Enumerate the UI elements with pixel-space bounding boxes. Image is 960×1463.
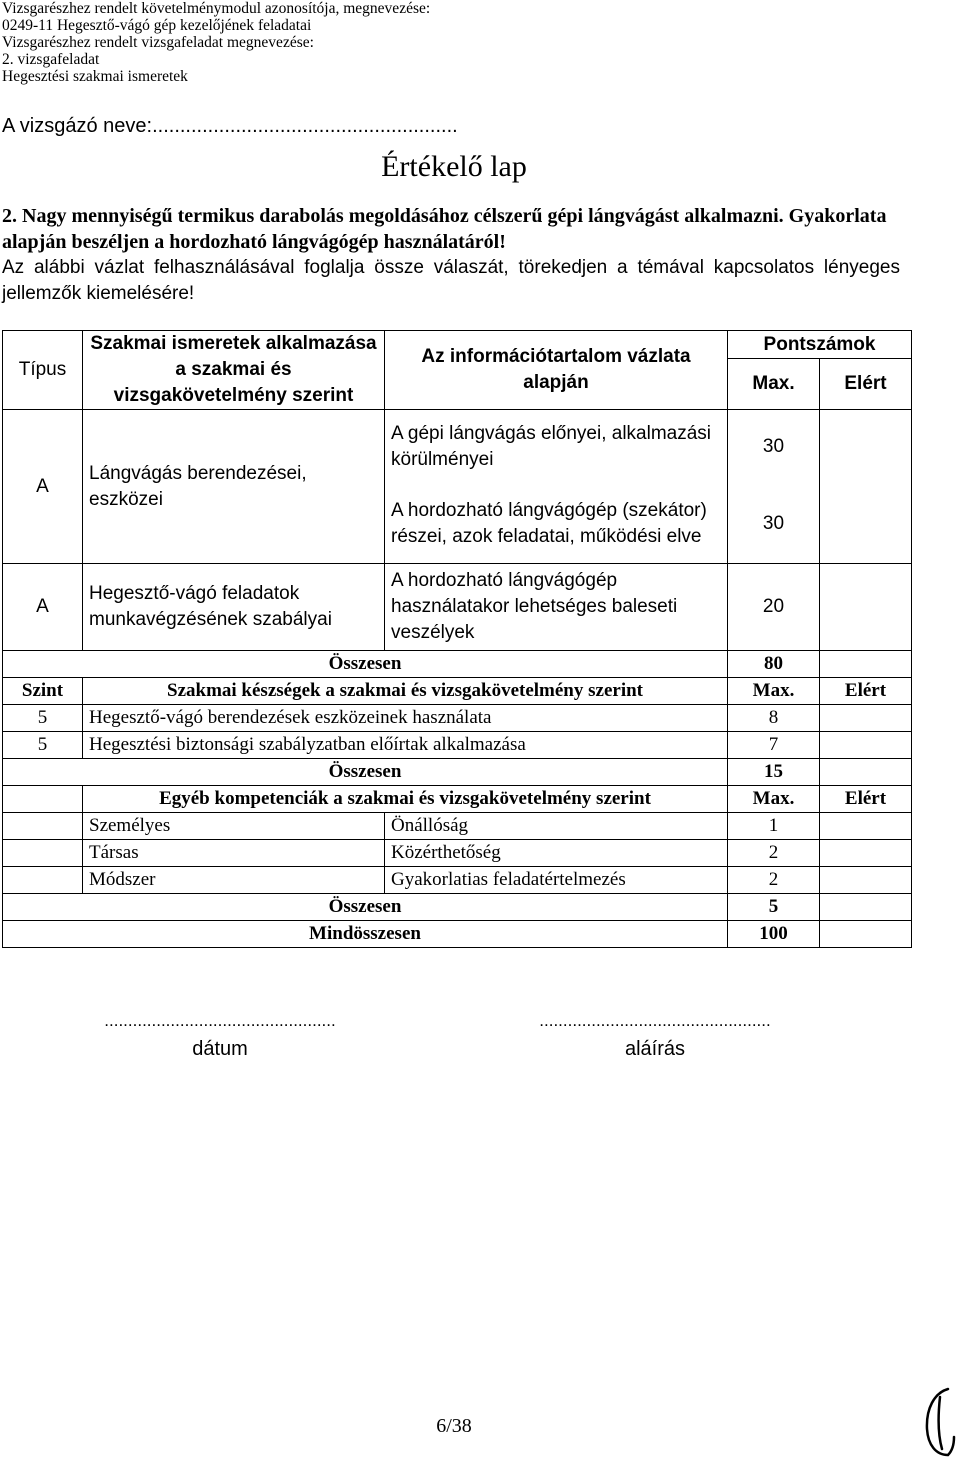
competences-name: Gyakorlatias feladatértelmezés <box>385 867 728 894</box>
competences-spacer <box>3 867 83 894</box>
competences-achieved[interactable] <box>820 813 912 840</box>
competences-max: 2 <box>728 840 820 867</box>
knowledge-type: A <box>3 410 83 564</box>
grand-total-row <box>3 921 912 948</box>
knowledge-row <box>3 564 912 651</box>
competences-row <box>3 840 912 867</box>
header-task-label: Vizsgarészhez rendelt vizsgafeladat megnevezése: <box>2 34 314 51</box>
knowledge-topic: Lángvágás berendezései, eszközei <box>83 410 385 564</box>
task-instructions: Az alábbi vázlat felhasználásával foglalja össze válaszát, törekedjen a témával kapcsolatos lényeges jellemzők kiemelésére! <box>2 257 900 304</box>
skills-header-level: Szint <box>3 678 83 705</box>
knowledge-item-max: 30 <box>728 410 820 485</box>
date-dots: ................................................. <box>104 1011 336 1030</box>
date-field[interactable] <box>85 1010 355 1062</box>
knowledge-item: A hordozható lángvágógép használatakor lehetséges baleseti veszélyek <box>385 564 728 651</box>
competences-max: 2 <box>728 867 820 894</box>
knowledge-topic: Hegesztő-vágó feladatok munkavégzésének szabályai <box>83 564 385 651</box>
knowledge-item-max: 30 <box>728 485 820 564</box>
knowledge-total-max: 80 <box>728 651 820 678</box>
signature-field[interactable] <box>520 1010 790 1062</box>
evaluation-table <box>2 330 912 948</box>
competences-category: Társas <box>83 840 385 867</box>
competences-spacer <box>3 840 83 867</box>
competences-row <box>3 867 912 894</box>
page-title: Értékelő lap <box>381 150 527 183</box>
skills-header-title: Szakmai készségek a szakmai és vizsgakövetelmény szerint <box>83 678 728 705</box>
competences-total-row <box>3 894 912 921</box>
skills-max: 8 <box>728 705 820 732</box>
date-label: dátum <box>192 1038 248 1060</box>
competences-name: Önállóság <box>385 813 728 840</box>
skills-row <box>3 732 912 759</box>
header-outline: Az információtartalom vázlata alapján <box>385 331 728 410</box>
skills-header-max: Max. <box>728 678 820 705</box>
knowledge-row <box>3 410 912 485</box>
competences-total-achieved[interactable] <box>820 894 912 921</box>
competences-header-max: Max. <box>728 786 820 813</box>
publisher-logo-icon <box>918 1385 958 1460</box>
signature-dots: ................................................. <box>539 1011 771 1030</box>
skills-level: 5 <box>3 732 83 759</box>
skills-level: 5 <box>3 705 83 732</box>
knowledge-total-achieved[interactable] <box>820 651 912 678</box>
competences-total-max: 5 <box>728 894 820 921</box>
competences-name: Közérthetőség <box>385 840 728 867</box>
competences-category: Módszer <box>83 867 385 894</box>
competences-achieved[interactable] <box>820 840 912 867</box>
knowledge-header-row <box>3 331 912 359</box>
header-module-label: Vizsgarészhez rendelt követelménymodul azonosítója, megnevezése: <box>2 0 431 17</box>
skills-header-row <box>3 678 912 705</box>
knowledge-type: A <box>3 564 83 651</box>
knowledge-item-achieved[interactable] <box>820 410 912 564</box>
page-number: 6/38 <box>436 1415 472 1437</box>
competences-header-title: Egyéb kompetenciák a szakmai és vizsgakövetelmény szerint <box>83 786 728 813</box>
header-max: Max. <box>728 359 820 410</box>
skills-achieved[interactable] <box>820 705 912 732</box>
knowledge-item-achieved[interactable] <box>820 564 912 651</box>
skills-total-label: Összesen <box>3 759 728 786</box>
grand-total-achieved[interactable] <box>820 921 912 948</box>
competences-max: 1 <box>728 813 820 840</box>
signature-label: aláírás <box>624 1038 686 1060</box>
competences-category: Személyes <box>83 813 385 840</box>
task-statement: 2. Nagy mennyiségű termikus darabolás megoldásához célszerű gépi lángvágást alkalmazni. Gyakorlata alapján beszéljen a hordozható lángvágógép használatáról! <box>2 205 887 253</box>
header-points: Pontszámok <box>728 331 912 359</box>
competences-total-label: Összesen <box>3 894 728 921</box>
competences-header-row <box>3 786 912 813</box>
grand-total-label: Mindösszesen <box>3 921 728 948</box>
skills-text: Hegesztési biztonsági szabályzatban előírtak alkalmazása <box>83 732 728 759</box>
header-task-number: 2. vizsgafeladat <box>2 51 100 68</box>
skills-row <box>3 705 912 732</box>
knowledge-item: A hordozható lángvágógép (szekátor) részei, azok feladatai, működési elve <box>385 485 728 564</box>
competences-spacer <box>3 813 83 840</box>
header-module-name: 0249-11 Hegesztő-vágó gép kezelőjének feladatai <box>2 17 312 34</box>
header-task-name: Hegesztési szakmai ismeretek <box>2 68 188 85</box>
competences-header-achieved: Elért <box>820 786 912 813</box>
student-name-line: A vizsgázó neve:....................................................... <box>2 115 458 137</box>
header-knowledge: Szakmai ismeretek alkalmazása a szakmai és vizsgakövetelmény szerint <box>83 331 385 410</box>
knowledge-item: A gépi lángvágás előnyei, alkalmazási körülményei <box>385 410 728 485</box>
skills-total-max: 15 <box>728 759 820 786</box>
knowledge-item-max: 20 <box>728 564 820 651</box>
skills-text: Hegesztő-vágó berendezések eszközeinek használata <box>83 705 728 732</box>
knowledge-total-row <box>3 651 912 678</box>
skills-total-row <box>3 759 912 786</box>
skills-max: 7 <box>728 732 820 759</box>
competences-header-spacer <box>3 786 83 813</box>
knowledge-total-label: Összesen <box>3 651 728 678</box>
skills-achieved[interactable] <box>820 732 912 759</box>
skills-header-achieved: Elért <box>820 678 912 705</box>
skills-total-achieved[interactable] <box>820 759 912 786</box>
competences-row <box>3 813 912 840</box>
grand-total-max: 100 <box>728 921 820 948</box>
header-achieved: Elért <box>820 359 912 410</box>
competences-achieved[interactable] <box>820 867 912 894</box>
header-type: Típus <box>3 331 83 410</box>
